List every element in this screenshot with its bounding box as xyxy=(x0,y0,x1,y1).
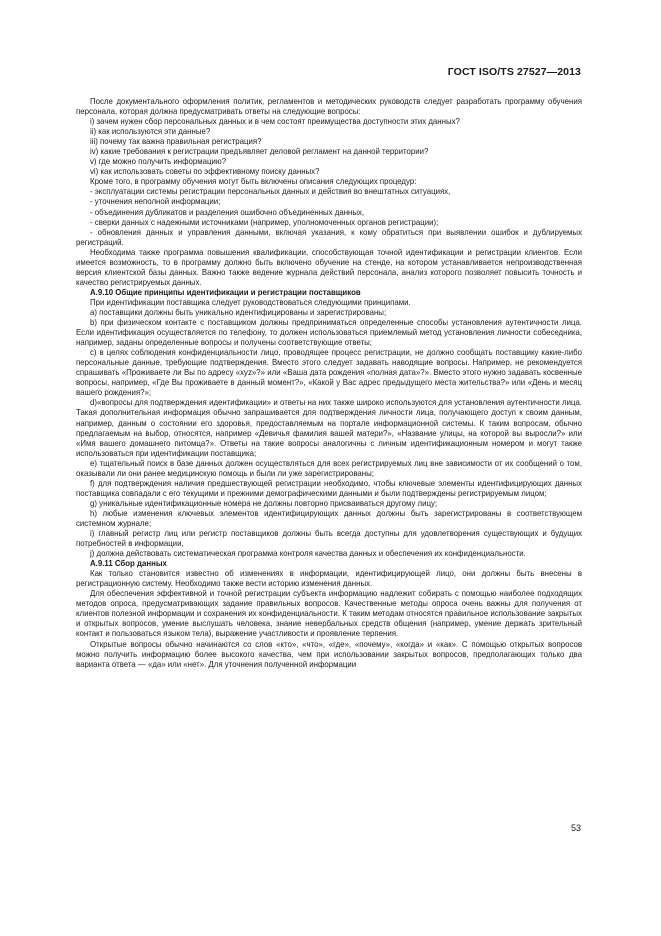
paragraph: - уточнения неполной информации; xyxy=(90,197,221,207)
paragraph: Необходима также программа повышения квалификации, способствующая точной идентификации и регистрации клиентов. Если имеется возможность, то в программу должно быть включено обучение на стенде, на котором устанавливается непроизводственная версия клиентской базы данных. Важно также ведение журнала действий персонала, анализ которого позволяет повысить точность и качество регистрируемых данных. xyxy=(76,247,582,287)
paragraph: iv) какие требования к регистрации предъявляет деловой регламент на данной территории? xyxy=(90,147,429,157)
paragraph: e) тщательный поиск в базе данных должен осуществляться для всех регистрируемых лиц вне зависимости от их сообщений о том, оказывали ли они ранее медицинскую помощь и были ли уже зарегистрированы; xyxy=(76,458,582,478)
paragraph: f) для подтверждения наличия предшествующей регистрации необходимо, чтобы ключевые элементы идентифицирующих данных поставщика совпадали с его текущими и прежними демографическими данными и были подтверждены регистрируемым лицом; xyxy=(76,478,582,498)
paragraph: После документального оформления политик, регламентов и методических руководств следует разработать программу обучения персонала, которая должна предусматривать ответы на следующие вопросы: xyxy=(76,97,582,117)
paragraph: a) поставщики должны быть уникально идентифицированы и зарегистрированы; xyxy=(90,307,387,317)
paragraph: Как только становится известно об изменениях в информации, идентифицирующей лицо, они должны быть внесены в регистрационную систему. Необходимо также вести историю изменения данных. xyxy=(76,569,582,589)
paragraph: - сверки данных с надежными источниками (например, уполномоченных органов регистрации); xyxy=(90,217,439,227)
paragraph: Для обеспечения эффективной и точной регистрации субъекта информацию надлежит собирать с помощью наиболее подходящих методов опроса, предусматривающих задание правильных вопросов. Качественные методы опроса очень важны для получения от клиентов полезной информации и сохранения их конфиденциальности. К таким методам относятся правильное использование закрытых и открытых вопросов, умение выслушать человека, знание невербальных средств общения (например, умение держать зрительный контакт и пользоваться языком тела), выражение участливости и проявление терпения. xyxy=(76,589,582,639)
page-number: 53 xyxy=(570,823,581,833)
document-header: ГОСТ ISO/TS 27527—2013 xyxy=(447,66,581,78)
paragraph: iii) почему так важна правильная регистрация? xyxy=(90,137,262,147)
paragraph: c) в целях соблюдения конфиденциальности лицо, проводящее процесс регистрации, не должно сообщать поставщику какие-либо персональные данные, требующие подтверждения. Вместо этого следует задавать наводящие вопросы. Например, не рекомендуется спрашивать «Проживаете ли Вы по адресу «xyz»?» или «Ваша дата рождения «полная дата»?». Вместо этого нужно задавать косвенные вопросы, например, «Где Вы проживаете в данный момент?», «Какой у Вас адрес предыдущего места жительства?» или «День и месяц вашего рождения?»; xyxy=(76,348,582,398)
paragraph: - обновления данных и управления данными, включая указания, к кому обратиться при выявлении ошибок и дублируемых регистраций. xyxy=(76,227,582,247)
paragraph: Открытые вопросы обычно начинаются со слов «кто», «что», «где», «почему», «когда» и «как». С помощью открытых вопросов можно получить информацию более высокого качества, чем при использовании закрытых вопросов, предполагающих только два варианта ответа — «да» или «нет». Для уточнения полученной информации xyxy=(76,639,582,669)
document-body xyxy=(76,97,582,670)
paragraph: vi) как использовать советы по эффективному поиску данных? xyxy=(90,167,320,177)
paragraph: g) уникальные идентификационные номера не должны повторно присваиваться другому лицу; xyxy=(90,498,438,508)
paragraph: v) где можно получить информацию? xyxy=(90,157,227,167)
section-heading: А.9.11 Сбор данных xyxy=(90,559,167,569)
paragraph: i) зачем нужен сбор персональных данных и в чем состоят преимущества доступности этих данных? xyxy=(90,117,460,127)
paragraph: При идентификации поставщика следует руководствоваться следующими принципами. xyxy=(90,297,411,307)
paragraph: b) при физическом контакте с поставщиком должны предприниматься определенные способы установления аутентичности лица. Если идентификация осуществляется по телефону, то должен использоваться приемлемый метод установления личности собеседника, например, заданы определенные вопросы и получены соответствующие ответы; xyxy=(76,318,582,348)
paragraph: d)«вопросы для подтверждения идентификации» и ответы на них также широко используются для установления аутентичности лица. Такая дополнительная информация обычно запрашивается для подтверждения личности лица, получающего доступ к своим данным, например, данным о состоянии его здоровья, предоставляемым на портале информационной системы. К таким вопросам, обычно предлагаемым на выбор, относятся, например «Девичья фамилия вашей матери?», «Название улицы, на которой вы выросли?» или «Имя вашего домашнего питомца?». Ответы на такие вопросы аналогичны с личным идентификационным номером и могут также использоваться при идентификации поставщика; xyxy=(76,398,582,458)
paragraph: - эксплуатации системы регистрации персональных данных и действия во внештатных ситуациях, xyxy=(90,187,451,197)
paragraph: Кроме того, в программу обучения могут быть включены описания следующих процедур: xyxy=(90,177,417,187)
paragraph: h) любые изменения ключевых элементов идентифицирующих данных должны быть зарегистрированы в соответствующем системном журнале; xyxy=(76,508,582,528)
paragraph: ii) как используются эти данные? xyxy=(90,127,211,137)
section-heading: А.9.10 Общие принципы идентификации и регистрации поставщиков xyxy=(90,287,361,297)
paragraph: j) должна действовать систематическая программа контроля качества данных и обеспечения их конфиденциальности. xyxy=(90,549,526,559)
paragraph: i) главный регистр лиц или регистр поставщиков должны быть всегда доступны для удовлетворения существующих и будущих потребностей в информации, xyxy=(76,529,582,549)
paragraph: - объединения дубликатов и разделения ошибочно объединенных данных, xyxy=(90,207,365,217)
